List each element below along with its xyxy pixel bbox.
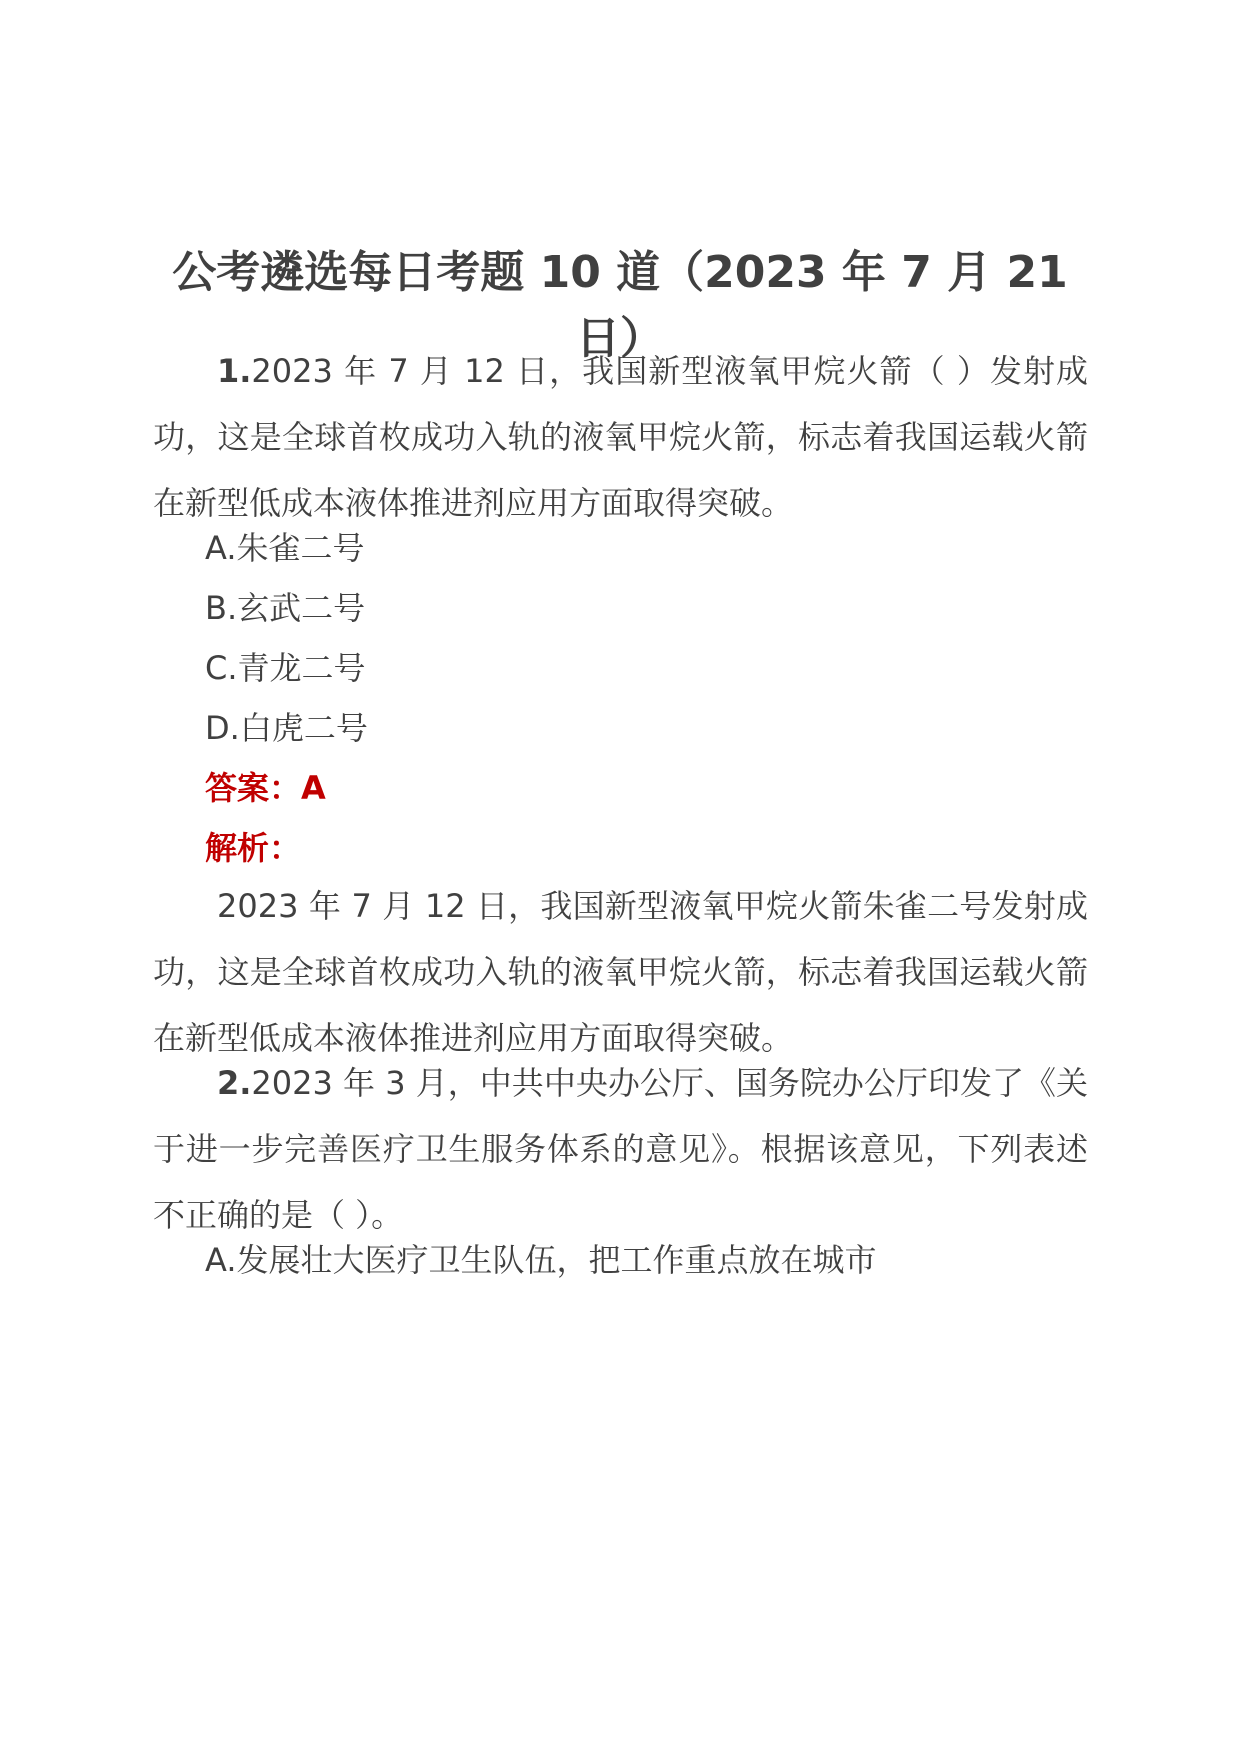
question-1-option-a: A.朱雀二号 (205, 529, 365, 567)
document-title: 公考遴选每日考题 10 道（2023 年 7 月 21 日） (172, 247, 1068, 364)
question-1-option-b: B.玄武二号 (205, 589, 366, 627)
question-2-option-a: A.发展壮大医疗卫生队伍，把工作重点放在城市 (205, 1241, 877, 1279)
question-1-number: 1. (217, 352, 252, 390)
question-1-answer: 答案：A (205, 769, 326, 807)
question-1-analysis-label: 解析： (205, 829, 302, 867)
question-2-text: 2023 年 3 月，中共中央办公厅、国务院办公厅印发了《关于进一步完善医疗卫生服务体系的意见》。根据该意见，下列表述不正确的是（ ）。 (153, 1064, 1088, 1234)
question-2-stem (153, 1050, 1088, 1248)
question-1-stem (153, 338, 1088, 536)
question-1-option-c: C.青龙二号 (205, 649, 366, 687)
question-1-option-d: D.白虎二号 (205, 709, 368, 747)
question-1-text: 2023 年 7 月 12 日，我国新型液氧甲烷火箭（ ）发射成功，这是全球首枚成功入轨的液氧甲烷火箭，标志着我国运载火箭在新型低成本液体推进剂应用方面取得突破。 (153, 352, 1088, 522)
question-2-number: 2. (217, 1064, 252, 1102)
question-1-analysis-text: 2023 年 7 月 12 日，我国新型液氧甲烷火箭朱雀二号发射成功，这是全球首枚成功入轨的液氧甲烷火箭，标志着我国运载火箭在新型低成本液体推进剂应用方面取得突破。 (153, 887, 1088, 1057)
